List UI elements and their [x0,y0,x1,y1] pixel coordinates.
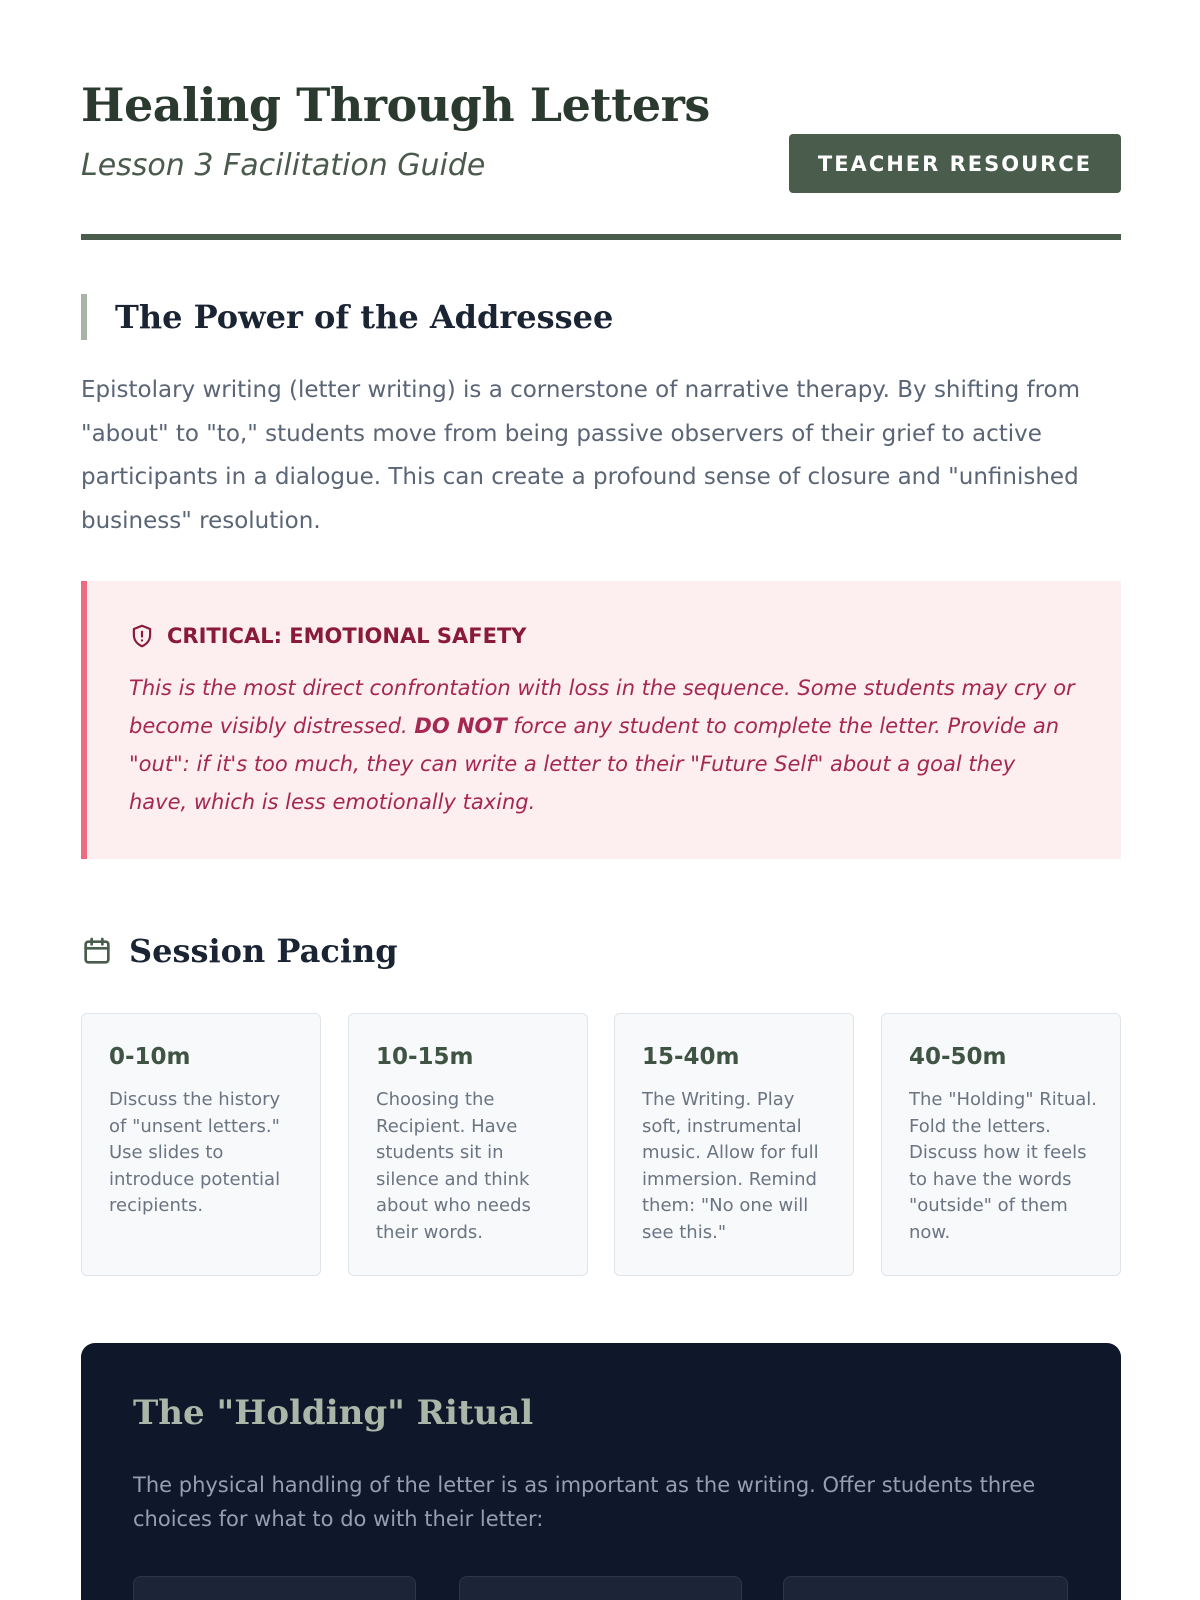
alert-title: CRITICAL: EMOTIONAL SAFETY [167,624,527,648]
page-title: Healing Through Letters [81,78,710,132]
page [81,0,1121,1600]
pacing-card-time: 15-40m [642,1044,740,1070]
pacing-card [81,1013,321,1276]
session-pacing-heading [81,926,398,976]
pacing-card-text: The "Holding" Ritual. Fold the letters. Discuss how it feels to have the words "outside" of them now. [909,1089,1098,1243]
alert-body-rest: force any student to complete the letter. Provide an "out": if it's too much, they can write a letter to their "Future Self" about a goal they have, which is less emotionally taxing. [129,714,1060,814]
addressee-heading [81,294,613,340]
header-divider [81,234,1121,240]
pacing-card-time: 10-15m [376,1044,474,1070]
session-pacing-title: Session Pacing [129,932,398,970]
heading-accent-bar [81,294,87,340]
addressee-paragraph: Epistolary writing (letter writing) is a cornerstone of narrative therapy. By shifting from "about" to "to," students move from being passive observers of their grief to active participants in a dialogue. This can create a profound sense of closure and "unfinished business" resolution. [81,377,1081,534]
alert-emphasis: DO NOT [414,714,507,738]
pacing-card [881,1013,1121,1276]
teacher-resource-badge: TEACHER RESOURCE [789,134,1121,193]
holding-ritual-panel [81,1343,1121,1600]
ritual-choice-card [783,1576,1068,1600]
alert-header [129,623,527,649]
pacing-card [614,1013,854,1276]
pacing-card-text: The Writing. Play soft, instrumental music. Allow for full immersion. Remind them: "No one will see this." [642,1089,819,1243]
pacing-cards [81,1013,1121,1276]
pacing-card-time: 40-50m [909,1044,1007,1070]
pacing-card-text: Choosing the Recipient. Have students sit in silence and think about who needs their words. [376,1089,531,1243]
ritual-choice-card [133,1576,416,1600]
shield-alert-icon [129,623,155,649]
ritual-description: The physical handling of the letter is as important as the writing. Offer students three choices for what to do with their letter: [133,1473,1036,1531]
addressee-title: The Power of the Addressee [115,298,614,336]
page-subtitle: Lesson 3 Facilitation Guide [81,148,486,183]
pacing-card [348,1013,588,1276]
alert-body [129,669,1079,821]
page-header [81,78,1121,240]
emotional-safety-alert [81,581,1121,859]
alert-body-intro: This is the most direct confrontation with loss in the sequence. Some students may cry or become visibly distressed. [129,676,1075,738]
ritual-choice-card [459,1576,742,1600]
calendar-icon [81,935,113,967]
pacing-card-text: Discuss the history of "unsent letters." Use slides to introduce potential recipients. [109,1089,281,1217]
ritual-title: The "Holding" Ritual [133,1393,534,1433]
pacing-card-time: 0-10m [109,1044,191,1070]
